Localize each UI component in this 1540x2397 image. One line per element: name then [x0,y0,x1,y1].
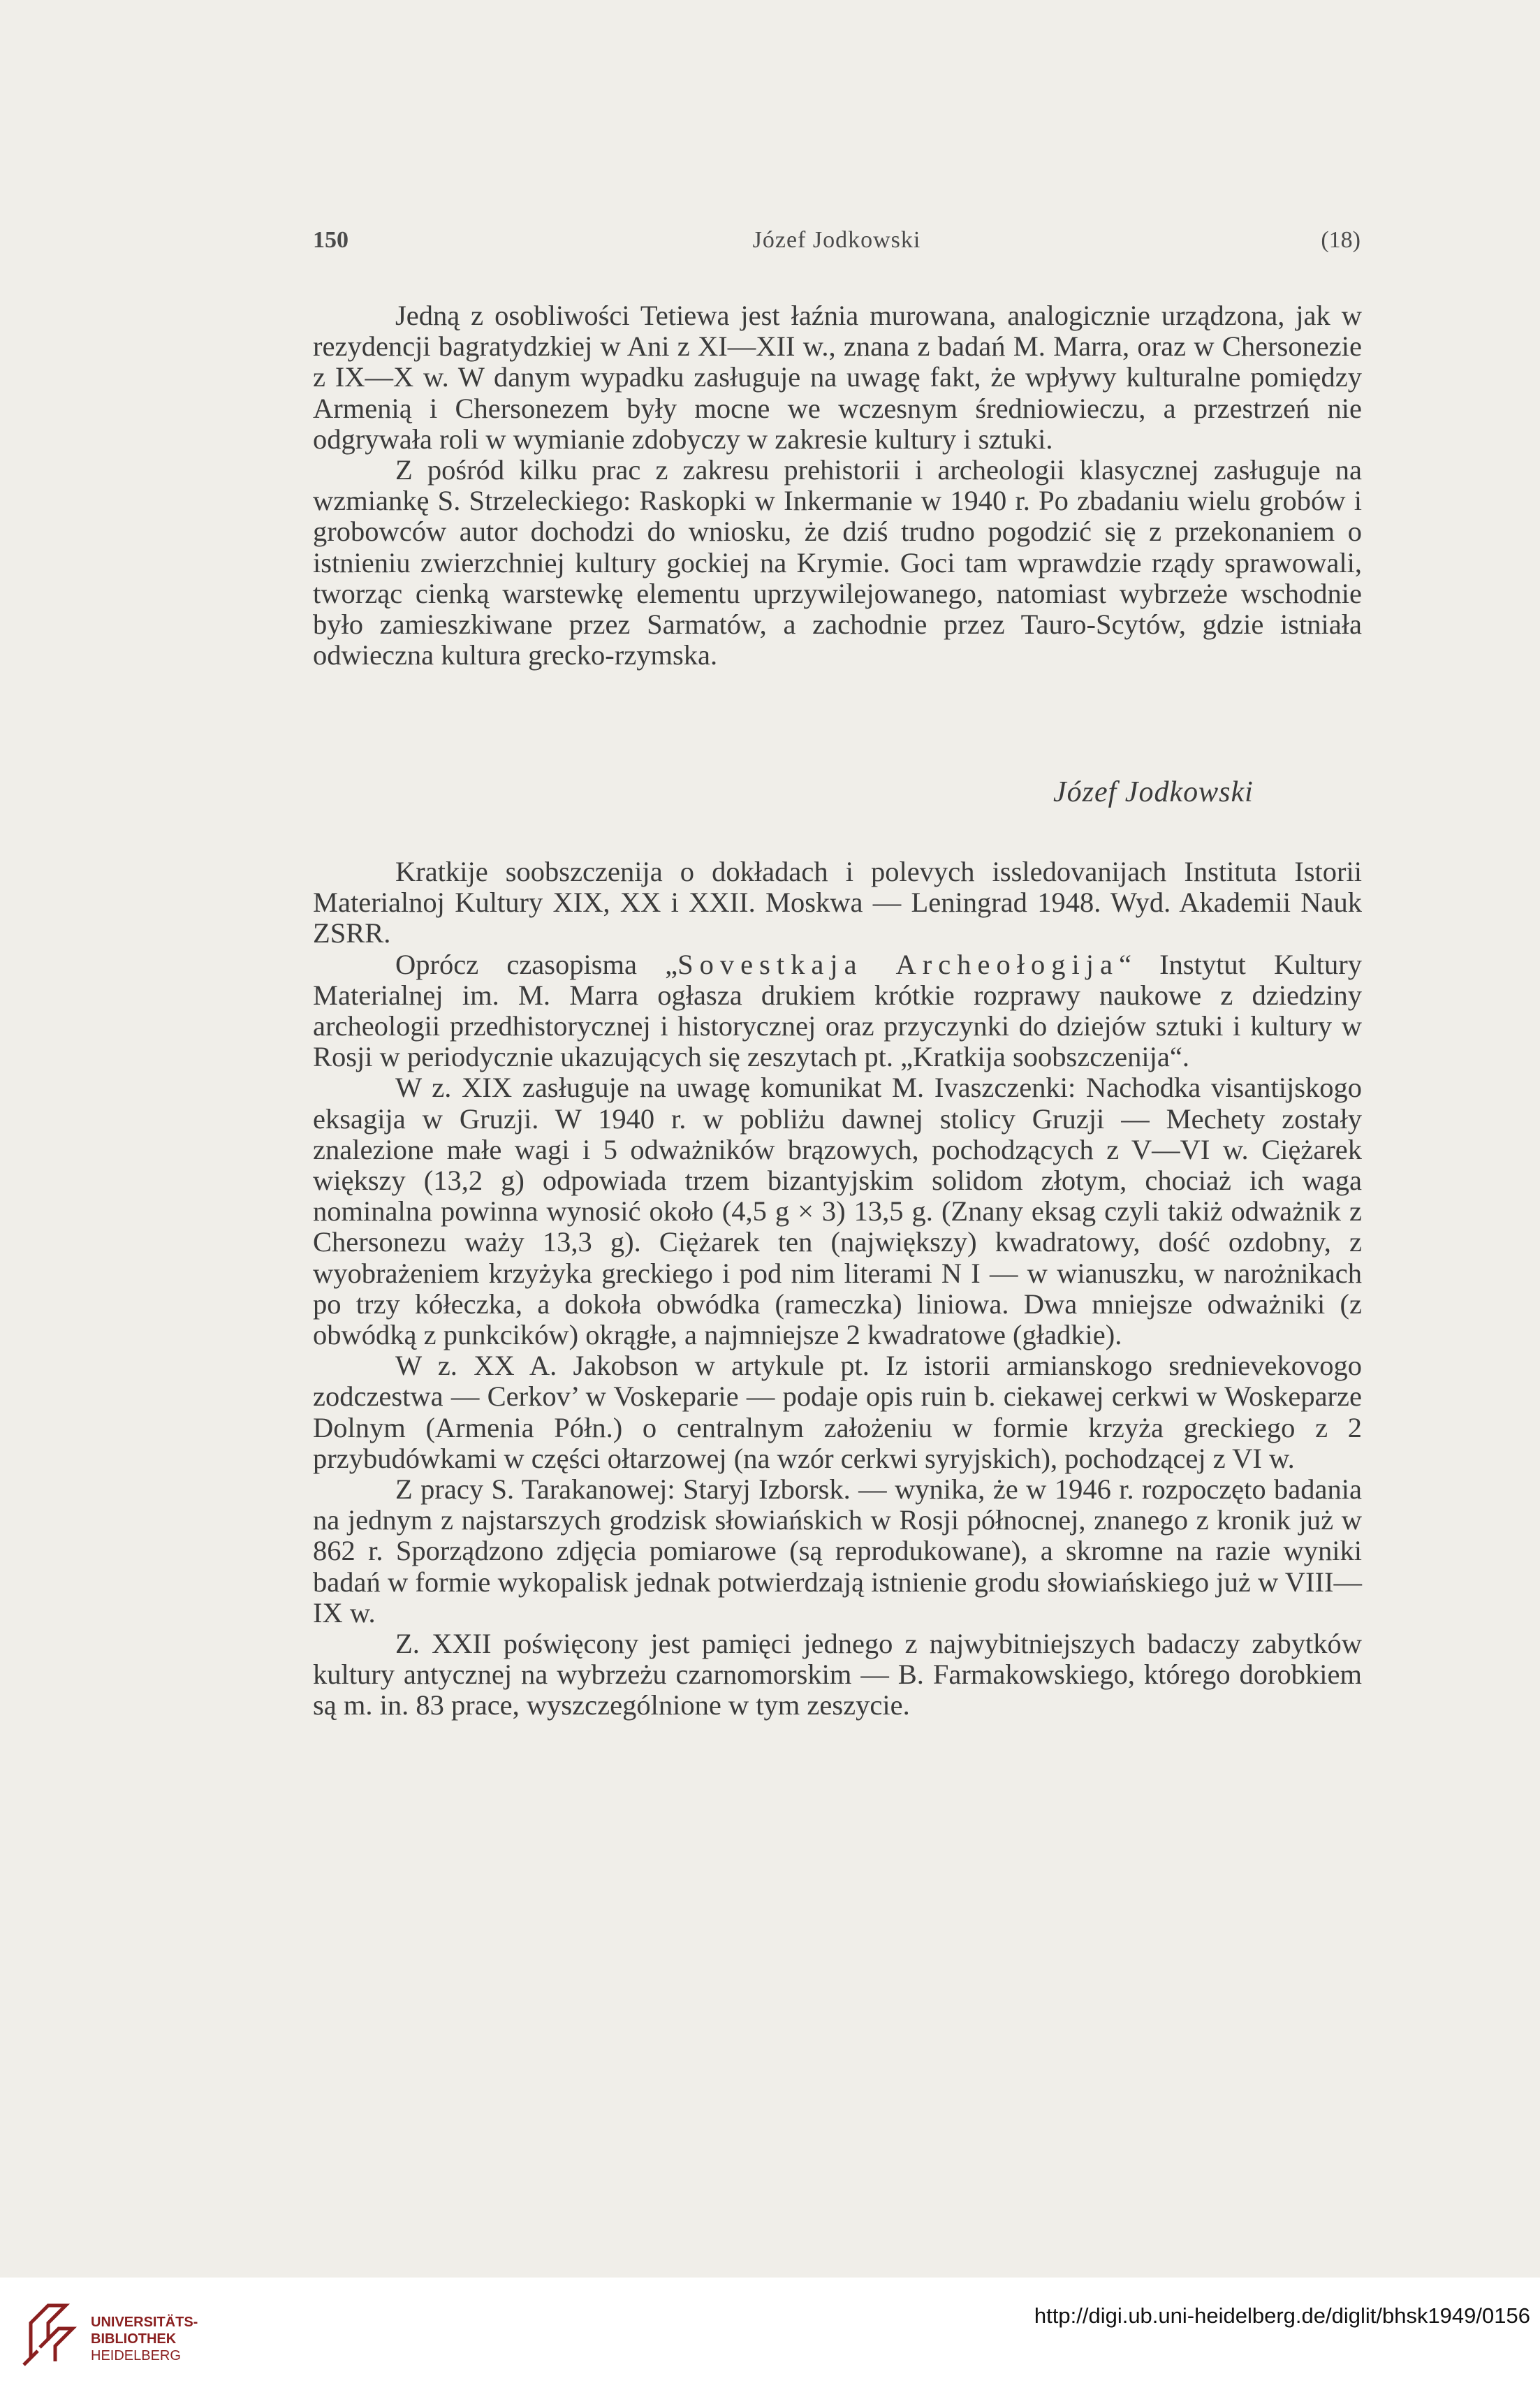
paragraph: Z pracy S. Tarakanowej: Staryj Izborsk. — wynika, że w 1946 r. rozpoczęto badania na jednym z najstarszych grodzisk słowiańskich w Rosji północnej, znanego z kronik już w 862 r. Sporządzono zdjęcia pomiarowe (są reprodukowane), a skromne na razie wyniki badań w formie wykopalisk jednak potwierdzają istnienie grodu słowiańskiego już w VIII—IX w. [313,1473,1362,1629]
journal-title-spaced: Sovestkaja Archeołogija [677,948,1119,980]
library-logo-icon [17,2298,87,2368]
paragraph: W z. XIX zasługuje na uwagę komunikat M. Ivaszczenki: Nachodka visantijskogo eksagija w Gruzji. W 1940 r. w pobliżu dawnej stolicy Gruzji — Mechety zostały znalezione małe wagi i 5 odważników brązowych, pochodzących z V—VI w. Ciężarek większy (13,2 g) odpowiada trzem bizantyjskim solidom złotym, chociaż ich waga nominalna powinna wynosić około (4,5 g × 3) 13,5 g. (Znany eksag czyli takiż odważnik z Chersonezu waży 13,3 g). Ciężarek ten (największy) kwadratowy, dość ozdobny, z wyobrażeniem krzyżyka greckiego i pod nim literami N I — w wianuszku, w narożnikach po trzy kółeczka, a dokoła obwódka (rameczka) liniowa. Dwa mniejsze odważniki (z obwódką z punkcików) okrągłe, a najmniejsze 2 kwadratowe (gładkie). [313,1072,1362,1351]
paragraph: Jedną z osobliwości Tetiewa jest łaźnia murowana, analogicznie urządzona, jak w rezydencji bagratydzkiej w Ani z XI—XII w., znana z badań M. Marra, oraz w Chersonezie z IX—X w. W danym wypadku zasługuje na uwagę fakt, że wpływy kulturalne pomiędzy Armenią i Chersonezem były mocne we wczesnym średniowieczu, a przestrzeń nie odgrywała roli w wymianie zdobyczy w zakresie kultury i sztuki. [313,300,1362,455]
section-number: (18) [1321,227,1361,253]
footer-bar [0,2278,1540,2397]
library-name-line: HEIDELBERG [91,2348,181,2363]
paragraph: Kratkije soobszczenija o dokładach i polevych issledovanijach Instituta Istorii Materialnoj Kultury XIX, XX i XXII. Moskwa — Leningrad 1948. Wyd. Akademii Nauk ZSRR. [313,856,1362,949]
running-title: Józef Jodkowski [752,227,921,253]
text-span: Oprócz czasopisma „ [395,948,678,980]
paragraph [313,949,1362,1073]
source-url-link[interactable]: http://digi.ub.uni-heidelberg.de/diglit/bhsk1949/0156 [1034,2303,1530,2328]
page-number: 150 [313,227,349,253]
text-block-2 [313,857,1362,1721]
paragraph: Z. XXII poświęcony jest pamięci jednego z najwybitniejszych badaczy zabytków kultury antycznej na wybrzeżu czarnomorskim — B. Farmakowskiego, którego dorobkiem są m. in. 83 prace, wyszczególnione w tym zeszycie. [313,1628,1362,1721]
paragraph: W z. XX A. Jakobson w artykule pt. Iz istorii armianskogo srednievekovogo zodczestwa — Cerkov’ w Voskeparie — podaje opis ruin b. ciekawej cerkwi w Woskeparze Dolnym (Armenia Półn.) o centralnym założeniu w formie krzyża greckiego z 2 przybudówkami w części ołtarzowej (na wzór cerkwi syryjskich), pochodzącej z VI w. [313,1350,1362,1474]
text-block-1 [313,300,1362,671]
text-span: “ Instytut Kultury Materialnej im. M. Marra ogłasza drukiem krótkie rozprawy naukowe z dziedziny archeologii przedhistorycznej i historycznej oraz przyczynki do dziejów sztuki i kultury w Rosji w periodycznie ukazujących się zeszytach pt. „Kratkija soobszczenija“. [313,948,1362,1073]
library-name [91,2314,198,2364]
paragraph: Z pośród kilku prac z zakresu prehistorii i archeologii klasycznej zasługuje na wzmiankę S. Strzeleckiego: Raskopki w Inkermanie w 1940 r. Po zbadaniu wielu grobów i grobowców autor dochodzi do wniosku, że dziś trudno pogodzić się z przekonaniem o istnieniu zwierzchniej kultury gockiej na Krymie. Goci tam wprawdzie rządy sprawowali, tworząc cienką warstewkę elementu uprzywilejowanego, natomiast wybrzeże wschodnie było zamieszkiwane przez Sarmatów, a zachodnie przez Tauro-Scytów, gdzie istniała odwieczna kultura grecko-rzymska. [313,454,1362,671]
running-header [313,227,1361,262]
author-signature: Józef Jodkowski [1053,776,1254,808]
library-name-line: UNIVERSITÄTS- [91,2315,198,2330]
library-name-line: BIBLIOTHEK [91,2331,177,2347]
